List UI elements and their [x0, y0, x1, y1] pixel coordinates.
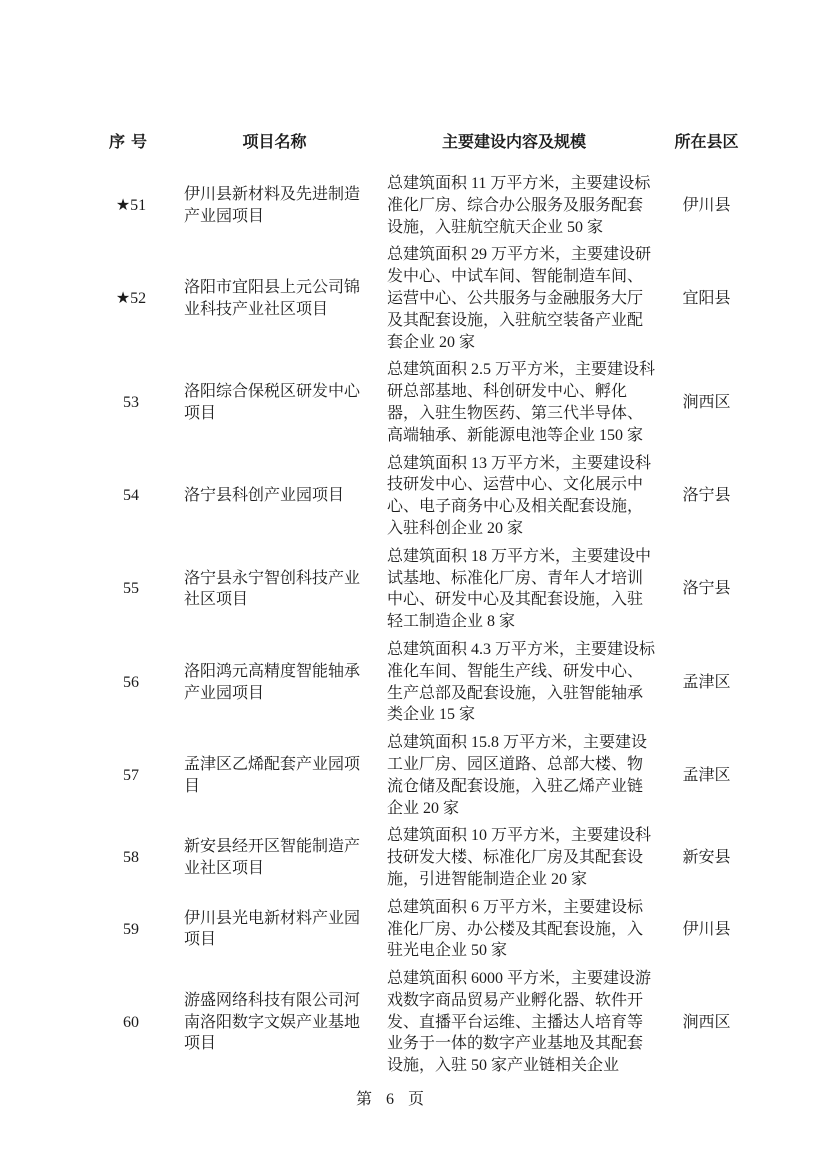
row-serial: 53: [123, 394, 139, 412]
table-header-row: [100, 126, 748, 170]
project-name: 新安县经开区智能制造产业社区项目: [184, 838, 361, 877]
project-content: 总建筑面积 11 万平方米，主要建设标准化厂房、综合办公服务及服务配套设施，入驻航空航天企业 50 家: [387, 175, 651, 236]
row-serial: 54: [123, 487, 139, 505]
project-county: 孟津区: [682, 673, 731, 691]
project-content: 总建筑面积 6000 平方米，主要建设游戏数字商品贸易产业孵化器、软件开发、直播平台运维、主播达人培育等业务于一体的数字产业基地及其配套设施，入驻 50 家产业链相关企业: [387, 970, 652, 1075]
project-name: 洛宁县永宁智创科技产业社区项目: [184, 569, 361, 609]
project-name: 洛阳市宜阳县上元公司锦业科技产业社区项目: [184, 279, 361, 318]
row-serial: 55: [123, 580, 139, 598]
project-content: 总建筑面积 29 万平方米，主要建设研发中心、中试车间、智能制造车间、运营中心、公共服务与金融服务大厅及其配套设施，入驻航空装备产业配套企业 20 家: [387, 246, 652, 351]
project-content: 总建筑面积 4.3 万平方米，主要建设标准化车间、智能生产线、研发中心、生产总部及配套设施，入驻智能轴承类企业 15 家: [387, 640, 656, 724]
column-header-serial: 序号: [108, 134, 153, 151]
row-serial: 59: [123, 920, 139, 938]
column-header-content: 主要建设内容及规模: [441, 134, 586, 151]
column-header-project-name: 项目名称: [242, 134, 307, 151]
project-name: 孟津区乙烯配套产业园项目: [184, 755, 361, 795]
project-content: 总建筑面积 13 万平方米，主要建设科技研发中心、运营中心、文化展示中心、电子商务中心及相关配套设施，入驻科创企业 20 家: [387, 454, 652, 537]
project-county: 新安县: [682, 849, 731, 867]
project-name: 洛阳综合保税区研发中心项目: [184, 383, 361, 422]
project-county: 洛宁县: [682, 580, 731, 598]
table-row: [100, 965, 748, 1080]
project-county: 孟津区: [682, 766, 731, 784]
row-serial: 60: [123, 1013, 139, 1031]
row-serial: 57: [123, 766, 139, 784]
project-content: 总建筑面积 6 万平方米，主要建设标准化厂房、办公楼及其配套设施，入驻光电企业 50 家: [387, 898, 644, 960]
project-name: 伊川县光电新材料产业园项目: [184, 909, 361, 949]
project-name: 伊川县新材料及先进制造产业园项目: [184, 185, 361, 225]
project-name: 洛宁县科创产业园项目: [184, 487, 345, 505]
project-county: 涧西区: [682, 394, 731, 412]
table-row: [100, 894, 748, 965]
page-number: 第 6 页: [356, 1091, 425, 1108]
table-row: [100, 450, 748, 543]
project-county: 伊川县: [682, 920, 731, 938]
project-content: 总建筑面积 18 万平方米，主要建设中试基地、标准化厂房、青年人才培训中心、研发中心及其配套设施，入驻轻工制造企业 8 家: [387, 547, 652, 631]
table-row: [100, 543, 748, 636]
project-content: 总建筑面积 10 万平方米，主要建设科技研发大楼、标准化厂房及其配套设施，引进智能制造企业 20 家: [387, 827, 652, 888]
project-county: 洛宁县: [682, 487, 731, 505]
project-name: 洛阳鸿元高精度智能轴承产业园项目: [184, 662, 361, 702]
row-serial: 56: [123, 673, 139, 691]
row-serial: 58: [123, 849, 139, 867]
project-county: 伊川县: [682, 196, 731, 214]
project-county: 涧西区: [682, 1013, 731, 1031]
table-row: [100, 636, 748, 729]
table-row: [100, 241, 748, 356]
project-content: 总建筑面积 2.5 万平方米，主要建设科研总部基地、科创研发中心、孵化器，入驻生物医药、第三代半导体、高端轴承、新能源电池等企业 150 家: [387, 361, 656, 444]
column-header-county: 所在县区: [674, 134, 739, 151]
row-serial: ★51: [115, 196, 147, 214]
projects-table: [100, 126, 748, 1080]
project-county: 宜阳县: [682, 289, 731, 307]
project-name: 游盛网络科技有限公司河南洛阳数字文娱产业基地项目: [184, 991, 361, 1053]
table-row: [100, 729, 748, 822]
row-serial: ★52: [115, 289, 147, 307]
table-row: [100, 822, 748, 893]
table-row: [100, 356, 748, 449]
project-content: 总建筑面积 15.8 万平方米，主要建设工业厂房、园区道路、总部大楼、物流仓储及配套设施，入驻乙烯产业链企业 20 家: [387, 734, 648, 817]
table-row: [100, 170, 748, 241]
